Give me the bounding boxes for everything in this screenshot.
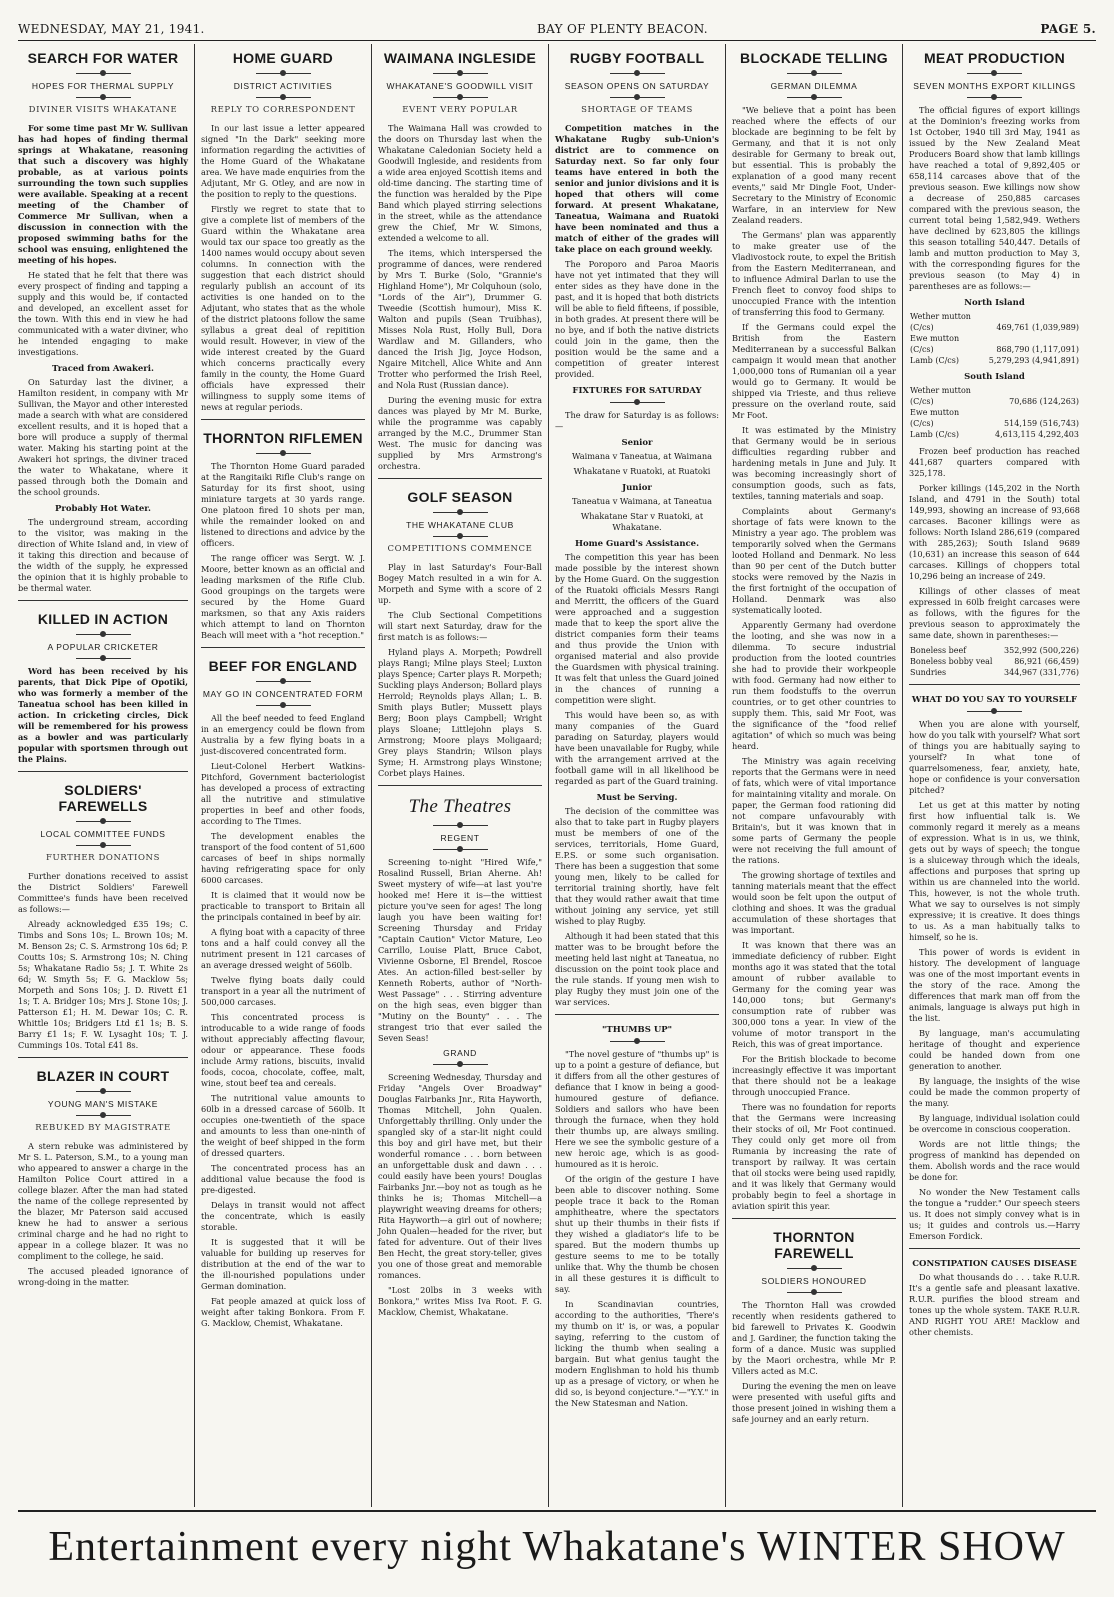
table-row [909, 355, 1080, 366]
headline: GOLF SEASON [407, 489, 513, 505]
divider-rule [76, 94, 131, 100]
row-value: 352,992 (500,226) [1004, 646, 1079, 655]
paragraph: The draw for Saturday is as follows:— [555, 410, 719, 431]
divider-rule [76, 1112, 131, 1118]
headline: RUGBY FOOTBALL [569, 50, 705, 66]
paragraph: By language, the insights of the wise could be made the common property of the many. [909, 1076, 1080, 1108]
subheadline: A POPULAR CRICKETER [47, 642, 159, 652]
paragraph: Already acknowledged £35 19s; C. Timbs and Sons 10s; L. Brown 10s; M. M. Benson 2s; C. S. Armstrong 10s 6d; P. Coutts 10s; S. Armstrong 10s; N. Ching 5s; Whakatane Radio 5s; J. T. White 2s 6d; W. Smyth 5s; F. G. Macklow 5s; Morpeth and Sons 10s; J. D. Rivett £1 1s; T. A. Bridger 10s; Mrs J. Stone 10s; J. Patterson £1; H. M. Dewar 10s; C. R. Whittle 10s; Bridgers Ltd £1 1s; B. S. Barry £1 1s; F. W. Lysaght 10s; T. J. Cummings 10s. Total £41 8s. [18, 919, 188, 1050]
headline: THORNTON FAREWELL [773, 1229, 855, 1261]
table-heading: North Island [964, 298, 1025, 308]
paragraph: The Thornton Home Guard paraded at the Rangitaiki Rifle Club's range on Saturday for its first shoot, using miniature targets at 30 yards range. One platoon fired 10 shots per man, while the remainder looked on and listened to directions and advice by the officers. [201, 461, 365, 548]
winter-show-banner-ad: Entertainment every night Whakatane's WINTER SHOW [18, 1510, 1096, 1586]
divider-rule [76, 1088, 131, 1094]
paragraph: He stated that he felt that there was every prospect of finding and tapping a supply and this would be, if contacted and developed, an excellent asset for the town. With this end in view he had communicated with a water diviner, who he intended engaging to make investigations. [18, 270, 188, 357]
paragraph: The Thornton Hall was crowded recently when residents gathered to bid farewell to Privates K. Goodwin and J. Gardiner, the function taking the form of a dance. Music was supplied by the Maori orchestra, while Mr P. Villers acted as M.C. [732, 1300, 896, 1376]
subheadline: SEVEN MONTHS EXPORT KILLINGS [913, 81, 1076, 91]
subheadline: COMPETITIONS COMMENCE [387, 544, 533, 554]
paragraph: Further donations received to assist the District Soldiers' Farewell Committee's funds have been received as follows:— [18, 871, 188, 914]
headline: HOME GUARD [232, 50, 334, 66]
row-label: Boneless beef [910, 646, 967, 655]
fixture-line: Waimana v Taneatua, at Waimana [572, 451, 712, 461]
column-2 [195, 44, 372, 1507]
row-value: 5,279,293 (4,941,891) [988, 356, 1079, 365]
divider-rule [76, 631, 131, 637]
table-heading: South Island [964, 372, 1025, 382]
row-value: 4,613,115 4,292,403 [995, 430, 1079, 439]
headline: SEARCH FOR WATER [27, 50, 179, 66]
headline: The Theatres [408, 796, 512, 817]
subheadline: DIVINER VISITS WHAKATANE [28, 105, 178, 115]
paragraph: It is claimed that it would now be practicable to transport to Britain all the principals contained in beef by air. [201, 890, 365, 922]
article-thornton-riflemen [201, 419, 365, 641]
headline: THORNTON RIFLEMEN [203, 430, 363, 446]
headline: CONSTIPATION CAUSES DISEASE [912, 1259, 1077, 1269]
south-island-table [909, 385, 1080, 440]
divider-rule [256, 450, 311, 456]
article-the-theatres [378, 785, 542, 1318]
subheadline: GRAND [443, 1048, 477, 1058]
headline: BLOCKADE TELLING [740, 50, 888, 66]
side-heading: FIXTURES FOR SATURDAY [572, 386, 702, 396]
divider-rule [433, 533, 488, 539]
paragraph: Frozen beef production has reached 441,687 quarters compared with 325,178. [909, 446, 1080, 478]
divider-rule [967, 94, 1022, 100]
subheadline: EVENT VERY POPULAR [402, 105, 518, 115]
paragraph: Word has been received by his parents, that Dick Pipe of Opotiki, who was formerly a member of the Taneatua school has been killed in action. In cricketing circles, Dick will be remembered for his prowess as a bowler and was particularly popular with sportsmen through out the Plains. [18, 666, 188, 764]
divider-rule [787, 1289, 842, 1295]
subheadline: WHAKATANE'S GOODWILL VISIT [386, 81, 534, 91]
paragraph: If the Germans could expel the British from the Eastern Mediterranean by a successful Balkan campaign it would mean that another 1,000,000 tons of Rumanian oil a year would go to Germany. It would be shipped via Trieste, and thus relieve pressure on the overland route, said Mr Foot. [732, 322, 896, 420]
row-label: Ewe mutton [910, 334, 960, 343]
table-row [909, 344, 1080, 355]
divider-rule [787, 1265, 842, 1271]
table-row [909, 645, 1080, 656]
row-label: Boneless bobby veal [910, 657, 993, 666]
row-label: Wether mutton [910, 312, 971, 321]
divider-rule [76, 655, 131, 661]
table-row [909, 333, 1080, 344]
paragraph: "The novel gesture of "thumbs up" is up to a point a gesture of defiance, but it differs from all the other gestures of defiance that I know in being a good-humoured gesture of defiance. Soldiers and sailors who have been through the furnace, when they hold their thumbs up, are always smiling. Here we see the symbolic gesture of a new heroic age, which is as good-humoured as it is heroic. [555, 1049, 719, 1169]
divider-rule [610, 399, 665, 405]
divider-rule [433, 1061, 488, 1067]
divider-rule [787, 94, 842, 100]
subheadline: SHORTAGE OF TEAMS [581, 105, 693, 115]
subheadline: SEASON OPENS ON SATURDAY [564, 81, 710, 91]
paragraph: The Poroporo and Paroa Maoris have not yet intimated that they will enter sides as they have done in the past, and it is hoped that both districts will be able to field fifteens, if possible, in both grades. At present there will be no bye, and if both the native districts could join in the game, then the position would be the same and a competition of greater interest provided. [555, 259, 719, 379]
column-3 [372, 44, 549, 1507]
table-row [909, 396, 1080, 407]
table-row [909, 385, 1080, 396]
paragraph: During the evening music for extra dances was played by Mr M. Burke, while the programme was capably arranged by the M.C., Drummer Stan West. The music for dancing was supplied by Mrs Armstrong's orchestra. [378, 395, 542, 471]
table-row [909, 322, 1080, 333]
side-heading: Must be Serving. [596, 793, 678, 803]
row-label: Sundries [910, 668, 947, 677]
row-label: (C/cs) [910, 345, 934, 354]
masthead [18, 18, 1096, 41]
article-blockade-telling [732, 50, 896, 1212]
subheadline: GERMAN DILEMMA [770, 81, 858, 91]
subheadline: LOCAL COMMITTEE FUNDS [40, 829, 166, 839]
row-value [978, 333, 1080, 344]
paragraph: "We believe that a point has been reached where the effects of our blockade are beginning to be felt by Germany, and that it is not only desirable for Germany to break out, but essential. This is probably the explanation of a good many recent events," said Mr Dingle Foot, Under-Secretary to the Ministry of Economic Warfare, in an interview for New Zealand readers. [732, 105, 896, 225]
headline: "THUMBS UP" [601, 1025, 673, 1035]
paragraph: A stern rebuke was administered by Mr S. L. Paterson, S.M., to a young man who appeared to answer a charge in the Hamilton Police Court attired in a college blazer. After the man had stated the name of the college represented by the blazer, Mr Paterson said accused knew he had to answer a serious criminal charge and he had no right to appear in a college blazer. It was no compliment to the college, he said. [18, 1141, 188, 1261]
divider-rule [787, 70, 842, 76]
row-label: Lamb (C/cs) [910, 430, 959, 439]
paragraph: The competition this year has been made possible by the interest shown by the Home Guard. On the suggestion of the Ruatoki officials Messrs Rangi and Merritt, the officers of the Guard were approached and a suggestion made that to keep the sport alive the district companies form their teams and thus provide the Union with organised material and also provide the Guardsmen with physical training. It was felt that unless the Guard joined in the chances of running a competition were slight. [555, 552, 719, 705]
divider-rule [433, 509, 488, 515]
paragraph: There was no foundation for reports that the Germans were increasing their stocks of oil, Mr Foot continued. They could only get more oil from Rumania by increasing the rate of transport by railway. It was certain that oil stocks were being used rapidly, and it was likely that Germany would probably begin to feel a shortage in aviation spirit this year. [732, 1102, 896, 1211]
paragraph: Apparently Germany had overdone the looting, and she was now in a dilemma. To secure industrial production from the looted countries she had to provide their workpeople with food. Germany had now either to run them foodstuffs to the overrun countries, or to get other countries to supply them. This, said Mr Foot, was the significance of the "food relief agitation" of which so much was being heard. [732, 620, 896, 751]
fixture-line: Whakatane Star v Ruatoki, at Whakatane. [580, 511, 704, 532]
divider-rule [256, 678, 311, 684]
paragraph: Delays in transit would not affect the concentrate, which is easily storable. [201, 1200, 365, 1232]
divider-rule [610, 1038, 665, 1044]
headline: BEEF FOR ENGLAND [208, 658, 358, 674]
article-search-for-water [18, 50, 188, 594]
other-classes-table [909, 645, 1080, 678]
row-label: (C/cs) [910, 323, 934, 332]
paragraph: Let us get at this matter by noting first how influential talk is. We commonly regard it merely as a means of expression. What is in us, we think, gets out by ways of speech; the tongue is a sluiceway through which the ideals, affections and purposes that spring up within us are channeled into the world. This, however, is not the whole truth. What we say to ourselves is not simply expressive; it is creative. It does things to us. As a man habitually talks to himself, so he is. [909, 800, 1080, 942]
fixture-line: Taneatua v Waimana, at Taneatua [571, 496, 713, 506]
row-label: (C/cs) [910, 419, 934, 428]
paragraph: Although it had been stated that this matter was to be brought before the meeting held last night at Taneatua, no discussion on the point took place and the rule stands. If young men wish to play Rugby they must join one of the war services. [555, 931, 719, 1007]
row-value [981, 385, 1080, 396]
paragraph: The nutritional value amounts to 60lb in a dressed carcase of 560lb. It occupies one-twentieth of the space and amounts to less than one-ninth of the weight of beef shipped in the form of dressed quarters. [201, 1093, 365, 1158]
paragraph: The items, which interspersed the programme of dances, were rendered by Mrs T. Burke (Solo, "Grannie's Highland Home"), Mr Colquhoun (solo, "Lords of the Air"), Drummer G. Tweedie (Scottish humour), Miss K. Walton and pupils (Sean Truibhas), Misses Nola Rust, Holly Bull, Dora Wardlaw and M. Gillanders, who danced the Irish Jig, Joyce Hodson, Ngaire Mitchell, Alice White and Ann Trotter who performed the Irish Reel, and Nola Rust (Russian dance). [378, 248, 542, 390]
column-4 [549, 44, 726, 1507]
news-columns [18, 44, 1096, 1507]
paragraph: The underground stream, according to the visitor, was making in the direction of White Island and, in view of it taking this direction and because of the width of the supply, he expressed the opinion that it is highly probable to be thermal water. [18, 517, 188, 593]
paragraph: Play in last Saturday's Four-Ball Bogey Match resulted in a win for A. Morpeth and Syme with a score of 2 up. [378, 562, 542, 605]
paragraph: The Ministry was again receiving reports that the Germans were in need of fats, which were of vital importance for maintaining vitality and morale. On paper, the German food rationing did not compare unfavourably with Britain's, but it was known that in some parts of Germany the people were not receiving the full amount of the rations. [732, 756, 896, 865]
side-heading: Probably Hot Water. [55, 504, 151, 514]
paragraph: It was known that there was an immediate deficiency of rubber. Eight months ago it was stated that the total amount of rubber available to Germany for the coming year was 140,000 tons; but Germany's consumption rate of rubber was 300,000 tons a year. In view of the volume of motor transport in the Reich, this was of great importance. [732, 940, 896, 1049]
article-golf-season [378, 478, 542, 779]
paragraph: For the British blockade to become increasingly effective it was important that there should not be a leakage through unoccupied France. [732, 1054, 896, 1097]
subheadline: REPLY TO CORRESPONDENT [210, 105, 356, 115]
paragraph: Screening Wednesday, Thursday and Friday "Angels Over Broadway" Douglas Fairbanks Jnr., Rita Hayworth, Thomas Mitchell, John Qualen. Unforgettably thrilling. Only under the spangled sky of a star-lit night could this boy and girl have met, but their wonderful romance . . . born between an unforgettable dusk and dawn . . . could easily have been yours! Douglas Fairbanks Jnr.—boy not as tough as he thinks he is; Thomas Mitchell—a playwright weaving dreams for others; Rita Hayworth—a girl out of nowhere; John Qualen—headed for the river, but fated for adventure. Out of their lives Ben Hecht, the great story-teller, gives you one of those great and memorable romances. [378, 1072, 542, 1280]
paragraph: Hyland plays A. Morpeth; Powdrell plays Rangi; Milne plays Steel; Luxton plays Spence; Carter plays R. Morpeth; Suckling plays Anderson; Bollard plays Herrold; Reynolds plays Allan; L. B. Smith plays Butler; Mussett plays Berg; Boon plays Campbell; Wright plays Sloane; Littlejohn plays S. Armstrong; Moore plays Moligaard; Grey plays Standrin; Wilson plays Syme; H. Armstrong plays Winstone; Corbet plays Haines. [378, 647, 542, 778]
subheadline: DISTRICT ACTIVITIES [233, 81, 333, 91]
paragraph: Competition matches in the Whakatane Rugby sub-Union's district are to commence on Saturday next. So far only four teams have entered in both the senior and junior divisions and it is hoped that others will come forward. At present Whakatane, Taneatua, Waimana and Ruatoki have been nominated and thus a match of either of the grades will take place on each ground weekly. [555, 123, 719, 254]
row-value: 344,967 (331,776) [1004, 668, 1079, 677]
paragraph: Do what thousands do . . . take R.U.R. It's a gentle safe and pleasant laxative. R.U.R. purifies the blood stream and tones up the whole system. TAKE R.U.R. AND RIGHT YOU ARE! Macklow and other chemists. [909, 1272, 1080, 1337]
paragraph: Killings of other classes of meat expressed in 60lb freight carcases were as follows, with the figures for the previous season to approximately the same date, shown in parentheses:— [909, 586, 1080, 640]
row-value: 868,790 (1,117,091) [996, 345, 1079, 354]
divider-rule [967, 70, 1022, 76]
divider-rule [610, 94, 665, 100]
paragraph: Of the origin of the gesture I have been able to discover nothing. Some people trace it back to the Roman amphitheatre, where the spectators shut up their thumbs in their fists if they wished a gladiator's life to be spared. But the modern thumbs up gesture seems to me to be totally unlike that. Why the thumb be chosen in all these gestures it is difficult to say. [555, 1174, 719, 1294]
paragraph: For some time past Mr W. Sullivan has had hopes of finding thermal springs at Whakatane, reasoning that such a discovery was highly probable, as at various points surrounding the town such supplies were available. Speaking at a recent meeting of the Chamber of Commerce Mr Sullivan, when a discussion in connection with the proposed swimming baths for the school was ensuing, enlightened the meeting of his hopes. [18, 123, 188, 265]
subheadline: REGENT [440, 833, 480, 843]
row-value [981, 407, 1080, 418]
table-row [909, 429, 1080, 440]
article-waimana-ingleside [378, 50, 542, 472]
issue-date: WEDNESDAY, MAY 21, 1941. [18, 22, 205, 36]
article-thumbs-up [555, 1014, 719, 1409]
headline: WAIMANA INGLESIDE [383, 50, 537, 66]
row-label: Wether mutton [910, 386, 971, 395]
paragraph: A flying boat with a capacity of three tons and a half could convey all the nutriment present in 121 carcases of an average dressed weight of 560lb. [201, 927, 365, 970]
divider-rule [256, 94, 311, 100]
paragraph: The growing shortage of textiles and tanning materials meant that the effect would soon be felt upon the output of clothing and shoes. It was the gradual accumulation of these shortages that was important. [732, 870, 896, 935]
newspaper-title: BAY OF PLENTY BEACON. [537, 22, 708, 36]
article-what-do-you-say [909, 684, 1080, 1242]
headline: MEAT PRODUCTION [923, 50, 1066, 66]
headline: KILLED IN ACTION [37, 611, 169, 627]
article-meat-production [909, 50, 1080, 678]
paragraph: Firstly we regret to state that to give a complete list of members of the Guard within the Whakatane area would tax our space too greatly as the 1400 names would occupy about seven columns. In connection with the suggestion that each district should regularly publish an account of its activities is one handed on to the Adjutant, who states that as the whole of the district platoons follow the same syllabus a great deal of repitition would result. However, in view of the wide interest created by the Guard which concerns practically every family in the county, the Home Guard officials have expressed their willingness to supply some items of news at regular periods. [201, 204, 365, 412]
paragraph: The Waimana Hall was crowded to the doors on Thursday last when the Whakatane Caledonian Society held a Goodwill Ingleside, and residents from a wide area enjoyed Scottish items and old-time dancing. The starting time of the function was heralded by the Pipe Band which played stirring selections in the street, while as the attendance grew the Chief, Mr W. Simons, extended a welcome to all. [378, 123, 542, 243]
subheadline: FURTHER DONATIONS [45, 853, 161, 863]
paragraph: Twelve flying boats daily could transport in a year all the nutriment of 500,000 carcases. [201, 975, 365, 1007]
column-5 [726, 44, 903, 1507]
paragraph: The concentrated process has an additional value because the food is pre-digested. [201, 1163, 365, 1195]
paragraph: Lieut-Colonel Herbert Watkins-Pitchford, Government bacteriologist has developed a process of extracting all the nutritive and stimulative properties in beef and other foods, according to The Times. [201, 761, 365, 826]
paragraph: In Scandinavian countries, according to the authorities, 'There's my thumb on it' is, or was, a popular saying, referring to the custom of licking the thumb when sealing a bargain. But what genius taught the modern Englishman to hold his thumb up as a presage of victory, or when he did so, is beyond conjecture."—"Y.Y." in the New Statesman and Nation. [555, 1299, 719, 1408]
paragraph: Complaints about Germany's shortage of fats were known to the Ministry a year ago. The problem was temporarily solved when the Germans looted Holland and Denmark. No less than 90 per cent of the Dutch butter stocks were removed by the Nazis in the first fortnight of the occupation of Holland. Denmark was also systematically looted. [732, 506, 896, 615]
subheadline: MAY GO IN CONCENTRATED FORM [202, 689, 364, 699]
divider-rule [433, 94, 488, 100]
paragraph: All the beef needed to feed England in an emergency could be flown from Australia by a few flying boats in a just-discovered concentrated form. [201, 713, 365, 756]
headline: BLAZER IN COURT [36, 1068, 170, 1084]
table-row [909, 656, 1080, 667]
row-label: Ewe mutton [910, 408, 960, 417]
table-row [909, 311, 1080, 322]
paragraph: The official figures of export killings at the Dominion's freezing works from 1st October, 1940 till 3rd May, 1941 as issued by the New Zealand Meat Producers Board show that lamb killings have reached a total of 9,892,405 or 658,114 carcases above that of the previous season. Ewe killings now show a decrease of 250,885 carcases compared with the previous season, the current total being 1,582,949. Wethers have declined by 623,805 the killings this season totalling 540,447. Details of lamb and mutton production to May 3, with the corresponding figures for the previous season (to May 4) in parentheses are as follows:— [909, 105, 1080, 291]
paragraph: The Club Sectional Competitions will start next Saturday, draw for the first match is as follows:— [378, 610, 542, 642]
paragraph: It is suggested that it will be valuable for building up reserves for distribution at the end of the war to the ill-nourished populations under German domination. [201, 1237, 365, 1291]
paragraph: By language, man's accumulating heritage of thought and experience could be handed down from one generation to another. [909, 1028, 1080, 1071]
divider-rule [433, 846, 488, 852]
article-blazer-in-court [18, 1057, 188, 1288]
table-row [909, 407, 1080, 418]
subheadline: YOUNG MAN'S MISTAKE [47, 1099, 159, 1109]
row-value: 514,159 (516,743) [1004, 419, 1079, 428]
paragraph: In our last issue a letter appeared signed "In the Dark" seeking more information regarding the activities of the Home Guard of the Whakatane area. We have made enquiries from the Adjutant, Mr G. Otley, and are now in the position to reply to the questions. [201, 123, 365, 199]
paragraph: The development enables the transport of the food content of 51,600 carcases of beef in ships normally having refrigerating space for only 6000 carcases. [201, 831, 365, 885]
divider-rule [433, 70, 488, 76]
grade-heading: Junior [622, 483, 652, 493]
divider-rule [256, 70, 311, 76]
article-rugby-football [555, 50, 719, 1008]
paragraph: This would have been so, as with many companies of the Guard parading on Saturday, players would have been unavailable for Rugby, while with the arrangement arrived at the football game will in all likelihood be regarded as part of the Guard training. [555, 710, 719, 786]
column-6 [903, 44, 1080, 1507]
row-value [978, 311, 1080, 322]
divider-rule [433, 822, 488, 828]
row-label: Lamb (C/cs) [910, 356, 959, 365]
subheadline: THE WHAKATANE CLUB [406, 520, 514, 530]
paragraph: This power of words is evident in history. The development of language was one of the most important events in the story of the race. Among the differences that mark man off from the animals, language is always put high in the list. [909, 947, 1080, 1023]
advert-snippet: "Lost 20lbs in 3 weeks with Bonkora," writes Miss Iva Root. F. G. Macklow, Chemist, Whakatane. [378, 1285, 542, 1317]
paragraph: The range officer was Sergt. W. J. Moore, better known as an official and leading marksmen of the Rifle Club. Good groupings on the targets were secured by the Home Guard marksmen, so that any Axis raiders which attempt to land on Thornton Beach will meet with a "hot reception." [201, 553, 365, 640]
divider-rule [256, 702, 311, 708]
subheadline: HOPES FOR THERMAL SUPPLY [31, 81, 175, 91]
advert-snippet: Fat people amazed at quick loss of weight after taking Bonkora. From F. G. Macklow, Chemist, Whakatane. [201, 1296, 365, 1328]
row-value: 70,686 (124,263) [1009, 397, 1079, 406]
paragraph: When you are alone with yourself, how do you talk with yourself? What sort of things you are habitually saying to yourself? In what tone of quarrelsomeness, fear, anxiety, hate, hope or confidence is your conversation pitched? [909, 719, 1080, 795]
subheadline: REBUKED BY MAGISTRATE [35, 1123, 171, 1133]
paragraph: Screening to-night "Hired Wife," Rosalind Russell, Brian Aherne. Ah! Sweet mystery of wife—at last you're hooked me! Here it is—the wittiest picture you've seen for ages! The long laugh you have been waiting for! Screening Thursday and Friday "Captain Caution" Victor Mature, Leo Carrillo, Louise Platt, Bruce Cabot, Vivienne Osborne, El Brendel, Roscoe Ates. An action-filled best-seller by Kenneth Roberts, author of "North-West Passage" . . . Stirring adventure on the high seas, even bigger than "Mutiny on the Bounty" . . . The strangest trio that ever sailed the Seven Seas! [378, 857, 542, 1043]
paragraph: The Germans' plan was apparently to make greater use of the Vladivostock route, to expel the British from the Eastern Mediterranean, and to influence Admiral Darlan to use the French fleet to convoy food ships to unoccupied France with the intention of transferring this food to Germany. [732, 230, 896, 317]
article-beef-for-england [201, 647, 365, 1329]
divider-rule [610, 70, 665, 76]
headline: WHAT DO YOU SAY TO YOURSELF [911, 695, 1078, 705]
article-thornton-farewell [732, 1218, 896, 1425]
paragraph: Porker killings (145,202 in the North Island, and 4791 in the South) total 149,993, showing an increase of 93,668 carcases. Baconer killings were as follows: North Island 286,619 (compared with 285,263); South Island 9689 (10,631) an increase this season of 644 carcases. Killings of choppers total 10,296 being an increase of 249. [909, 483, 1080, 581]
row-label: (C/cs) [910, 397, 934, 406]
paragraph: It was estimated by the Ministry that Germany would be in serious difficulties regarding rubber and hardening metals in June and July. It was becoming increasingly short of consumption goods, such as fats, textiles, tanning materials and soap. [732, 425, 896, 501]
divider-rule [967, 708, 1022, 714]
article-killed-in-action [18, 600, 188, 765]
divider-rule [76, 818, 131, 824]
subheadline: SOLDIERS HONOURED [761, 1276, 867, 1286]
column-1 [18, 44, 195, 1507]
paragraph: On Saturday last the diviner, a Hamilton resident, in company with Mr Sullivan, the Mayor and other interested made a search with what are considered excellent results, and it is hoped that a bore will produce a supply of thermal water. Making his starting point at the Awakeri hot springs, the diviner traced the water to Whakatane, where it passed through both the Domain and the school grounds. [18, 377, 188, 497]
table-row [909, 667, 1080, 678]
row-value: 469,761 (1,039,989) [996, 323, 1079, 332]
article-home-guard [201, 50, 365, 413]
paragraph: Words are not little things; the progress of mankind has depended on them. Abolish words and the race would be done for. [909, 1139, 1080, 1182]
article-constipation [909, 1248, 1080, 1338]
side-heading: Traced from Awakeri. [52, 364, 154, 374]
grade-heading: Senior [621, 438, 653, 448]
divider-rule [76, 842, 131, 848]
north-island-table [909, 311, 1080, 366]
paragraph: The decision of the committee was also that to take part in Rugby players must be members of one of the services, territorials, Home Guard, E.P.S. or some such organisation. There has been a suggestion that some young men, likely to be called for territorial training shortly, have felt that they would rather await that time without joining any service, yet still wished to play Rugby. [555, 806, 719, 926]
fixture-line: Whakatane v Ruatoki, at Ruatoki [573, 466, 711, 476]
headline: SOLDIERS' FAREWELLS [58, 782, 148, 814]
divider-rule [76, 70, 131, 76]
paragraph: No wonder the New Testament calls the tongue a "rudder." Our speech steers us. It does not simply convey what is in us; it guides and controls us.—Harry Emerson Fordick. [909, 1187, 1080, 1241]
row-value: 86,921 (66,459) [1014, 657, 1079, 666]
paragraph: This concentrated process is introducable to a wide range of foods without appreciably affecting flavour, odour or appearance. These foods include Army rations, biscuits, invalid foods, cocoa, chocolate, coffee, malt, wine, stout beef tea and cereals. [201, 1012, 365, 1088]
article-soldiers-farewells [18, 771, 188, 1051]
table-row [909, 418, 1080, 429]
paragraph: The accused pleaded ignorance of wrong-doing in the matter. [18, 1266, 188, 1287]
paragraph: By language, individual isolation could be overcome in conscious cooperation. [909, 1113, 1080, 1134]
side-heading: Home Guard's Assistance. [574, 539, 700, 549]
page-number: PAGE 5. [1040, 22, 1096, 36]
paragraph: During the evening the men on leave were presented with useful gifts and those present joined in wishing them a safe journey and an early return. [732, 1381, 896, 1424]
